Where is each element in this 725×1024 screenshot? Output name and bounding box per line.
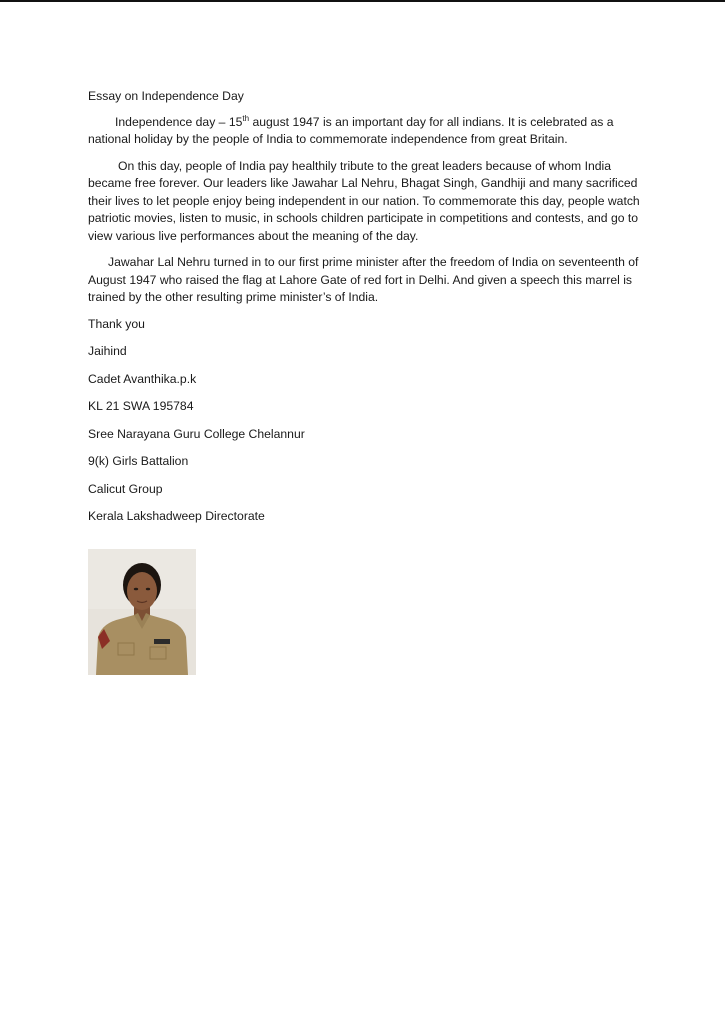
regimental-number: KL 21 SWA 195784 — [88, 399, 194, 413]
directorate-name: Kerala Lakshadweep Directorate — [88, 509, 265, 523]
essay-title: Essay on Independence Day — [88, 89, 244, 103]
essay-paragraph-3: Jawahar Lal Nehru turned in to our first prime minister after the freedom of India on seventeenth of August 1947 who raised the flag at Lahore Gate of red fort in Delhi. And given a speech this marrel is trained by the other resulting prime minister’s of India. — [88, 255, 639, 304]
top-border-line — [0, 0, 725, 2]
essay-paragraph-1 — [88, 114, 640, 149]
battalion-name: 9(k) Girls Battalion — [88, 454, 189, 468]
cadet-portrait-image — [88, 549, 196, 675]
essay-paragraph-2: On this day, people of India pay healthily tribute to the great leaders because of whom India became free forever. Our leaders like Jawahar Lal Nehru, Bhagat Singh, Gandhiji and many sacrificed their lives to let people enjoy being independent in our nation. To commemorate this day, people watch patriotic movies, listen to music, in schools children participate in competitions and contests, and go to view various live performances about the meaning of the day. — [88, 158, 640, 243]
thank-you-line: Thank you — [88, 316, 145, 331]
ordinal-suffix: th — [242, 113, 250, 123]
essay-page — [88, 88, 640, 536]
group-name: Calicut Group — [88, 481, 163, 496]
cadet-name: Cadet Avanthika.p.k — [88, 371, 197, 386]
signature-block — [88, 316, 640, 536]
paragraph-1-start: Independence day – 15 — [115, 114, 243, 129]
paragraph-1-rest: august 1947 is an important day for all indians. It is celebrated as a national holiday by the people of India to commemorate independence from great Britain. — [88, 114, 614, 146]
college-name: Sree Narayana Guru College Chelannur — [88, 426, 305, 441]
jaihind-line: Jaihind — [88, 344, 127, 358]
cadet-photo — [88, 549, 196, 675]
